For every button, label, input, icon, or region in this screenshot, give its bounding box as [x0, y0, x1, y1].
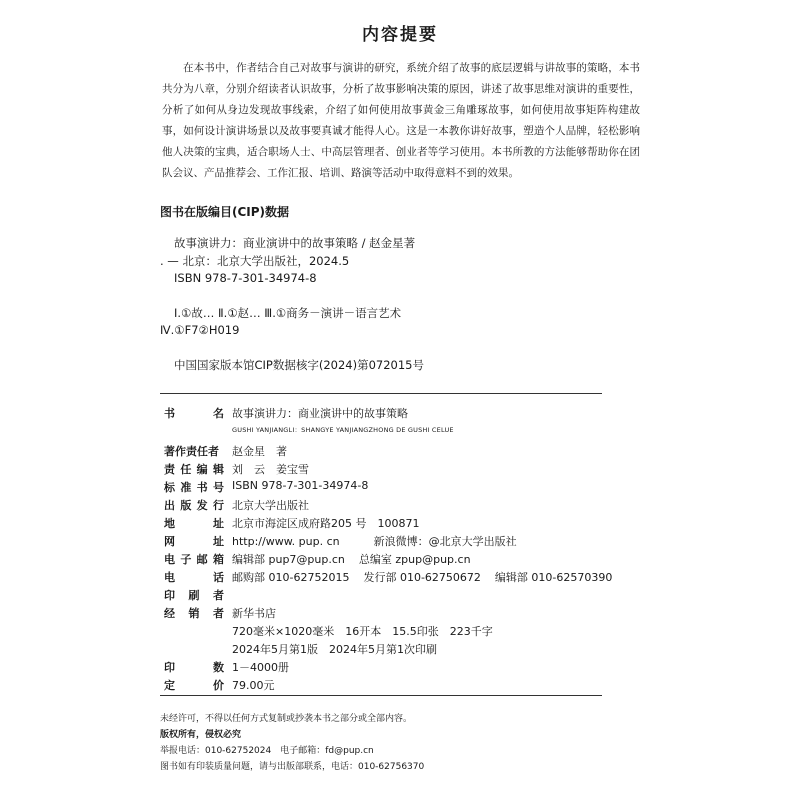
info-label: 责 任 编 辑 — [164, 463, 224, 476]
footer-quality-contact: 图书如有印装质量问题，请与出版部联系，电话：010-62756370 — [160, 762, 425, 772]
cip-publisher-line: . — 北京：北京大学出版社，2024.5 — [160, 254, 350, 268]
info-value: 79.00元 — [232, 679, 275, 692]
info-value: 720毫米×1020毫米 16开本 15.5印张 223千字 — [232, 625, 493, 638]
info-row-book-name — [164, 405, 624, 422]
info-label: 出 版 发 行 — [164, 499, 224, 512]
info-row-editor — [164, 461, 624, 478]
info-value — [232, 569, 612, 585]
cip-title: 图书在版编目(CIP)数据 — [160, 205, 290, 219]
weibo-account: 新浪微博：@北京大学出版社 — [373, 535, 517, 548]
phone-editorial: 编辑部 010-62570390 — [494, 571, 613, 584]
divider-top — [160, 393, 602, 394]
cip-classification-line: Ⅰ.①故… Ⅱ.①赵… Ⅲ.①商务－演讲－语言艺术 — [174, 306, 402, 320]
info-value: 北京市海淀区成府路205 号 100871 — [232, 517, 420, 530]
cip-isbn-line: ISBN 978-7-301-34974-8 — [174, 271, 317, 285]
info-row-email — [164, 551, 624, 568]
info-label: 印 刷 者 — [164, 589, 224, 602]
info-row-price — [164, 677, 624, 694]
info-value — [232, 533, 517, 549]
footer-copy-notice: 未经许可，不得以任何方式复制或抄袭本书之部分或全部内容。 — [160, 714, 413, 724]
info-label: 书 名 — [164, 407, 224, 420]
website-url: http://www. pup. cn — [232, 535, 340, 548]
info-row-printer — [164, 587, 624, 604]
info-label: 经 销 者 — [164, 607, 224, 620]
info-value: 故事演讲力：商业演讲中的故事策略 — [232, 407, 408, 420]
summary-text: 在本书中，作者结合自己对故事与演讲的研究，系统介绍了故事的底层逻辑与讲故事的策略，本书共分为八章，分别介绍读者认识故事，分析了故事影响决策的原因，讲述了故事思维对演讲的重要性，分析了如何从身边发现故事线索，介绍了如何使用故事黄金三角雕琢故事，如何使用故事矩阵构建故事，如何设计演讲场景以及故事要真诚才能得人心。这是一本教你讲好故事，塑造个人品牌，轻松影响他人决策的宝典，适合职场人士、中高层管理者、创业者等学习使用。本书所教的方法能够帮助你在团队会议、产品推荐会、工作汇报、培训、路演等活动中取得意料不到的效果。 — [162, 62, 640, 179]
info-row-phone — [164, 569, 624, 586]
info-label: 电 话 — [164, 571, 224, 584]
info-label: 网 址 — [164, 535, 224, 548]
info-label: 地 址 — [164, 517, 224, 530]
info-label: 印 数 — [164, 661, 224, 674]
info-value: 刘 云 姜宝雪 — [232, 463, 309, 476]
info-value: 2024年5月第1版 2024年5月第1次印刷 — [232, 643, 437, 656]
info-row-website — [164, 533, 624, 550]
info-row-edition — [164, 641, 624, 658]
cip-classification-line-2: Ⅳ.①F7②H019 — [160, 323, 240, 337]
info-value: 1－4000册 — [232, 661, 289, 674]
info-label: 标 准 书 号 — [164, 481, 224, 494]
cip-record-number: 中国国家版本馆CIP数据核字(2024)第072015号 — [174, 358, 424, 372]
info-label: 著作责任者 — [164, 445, 219, 458]
info-row-print-count — [164, 659, 624, 676]
info-label: 电 子 邮 箱 — [164, 553, 224, 566]
divider-bottom — [160, 695, 602, 696]
info-label: 定 价 — [164, 679, 224, 692]
info-value — [232, 551, 471, 567]
info-value: 新华书店 — [232, 607, 276, 620]
cip-title-line: 故事演讲力：商业演讲中的故事策略 / 赵金星著 — [174, 236, 416, 250]
info-row-address — [164, 515, 624, 532]
footer-report-contact: 举报电话：010-62752024 电子邮箱：fd@pup.cn — [160, 746, 374, 756]
phone-distribution: 发行部 010-62750672 — [363, 571, 481, 584]
info-row-author — [164, 443, 624, 460]
email-general: 总编室 zpup@pup.cn — [358, 553, 471, 566]
book-pinyin: GUSHI YANJIANGLI：SHANGYE YANJIANGZHONG DE GUSHI CELUE — [232, 426, 454, 434]
footer-rights-reserved: 版权所有，侵权必究 — [160, 730, 242, 740]
info-row-format — [164, 623, 624, 640]
info-row-publisher — [164, 497, 624, 514]
summary-title: 内容提要 — [362, 25, 438, 45]
info-value: 赵金星 著 — [232, 445, 287, 458]
info-value: ISBN 978-7-301-34974-8 — [232, 479, 369, 492]
info-value: 北京大学出版社 — [232, 499, 309, 512]
info-row-isbn — [164, 479, 624, 496]
email-editorial: 编辑部 pup7@pup.cn — [232, 553, 345, 566]
phone-mail-order: 邮购部 010-62752015 — [232, 571, 350, 584]
info-row-dealer — [164, 605, 624, 622]
